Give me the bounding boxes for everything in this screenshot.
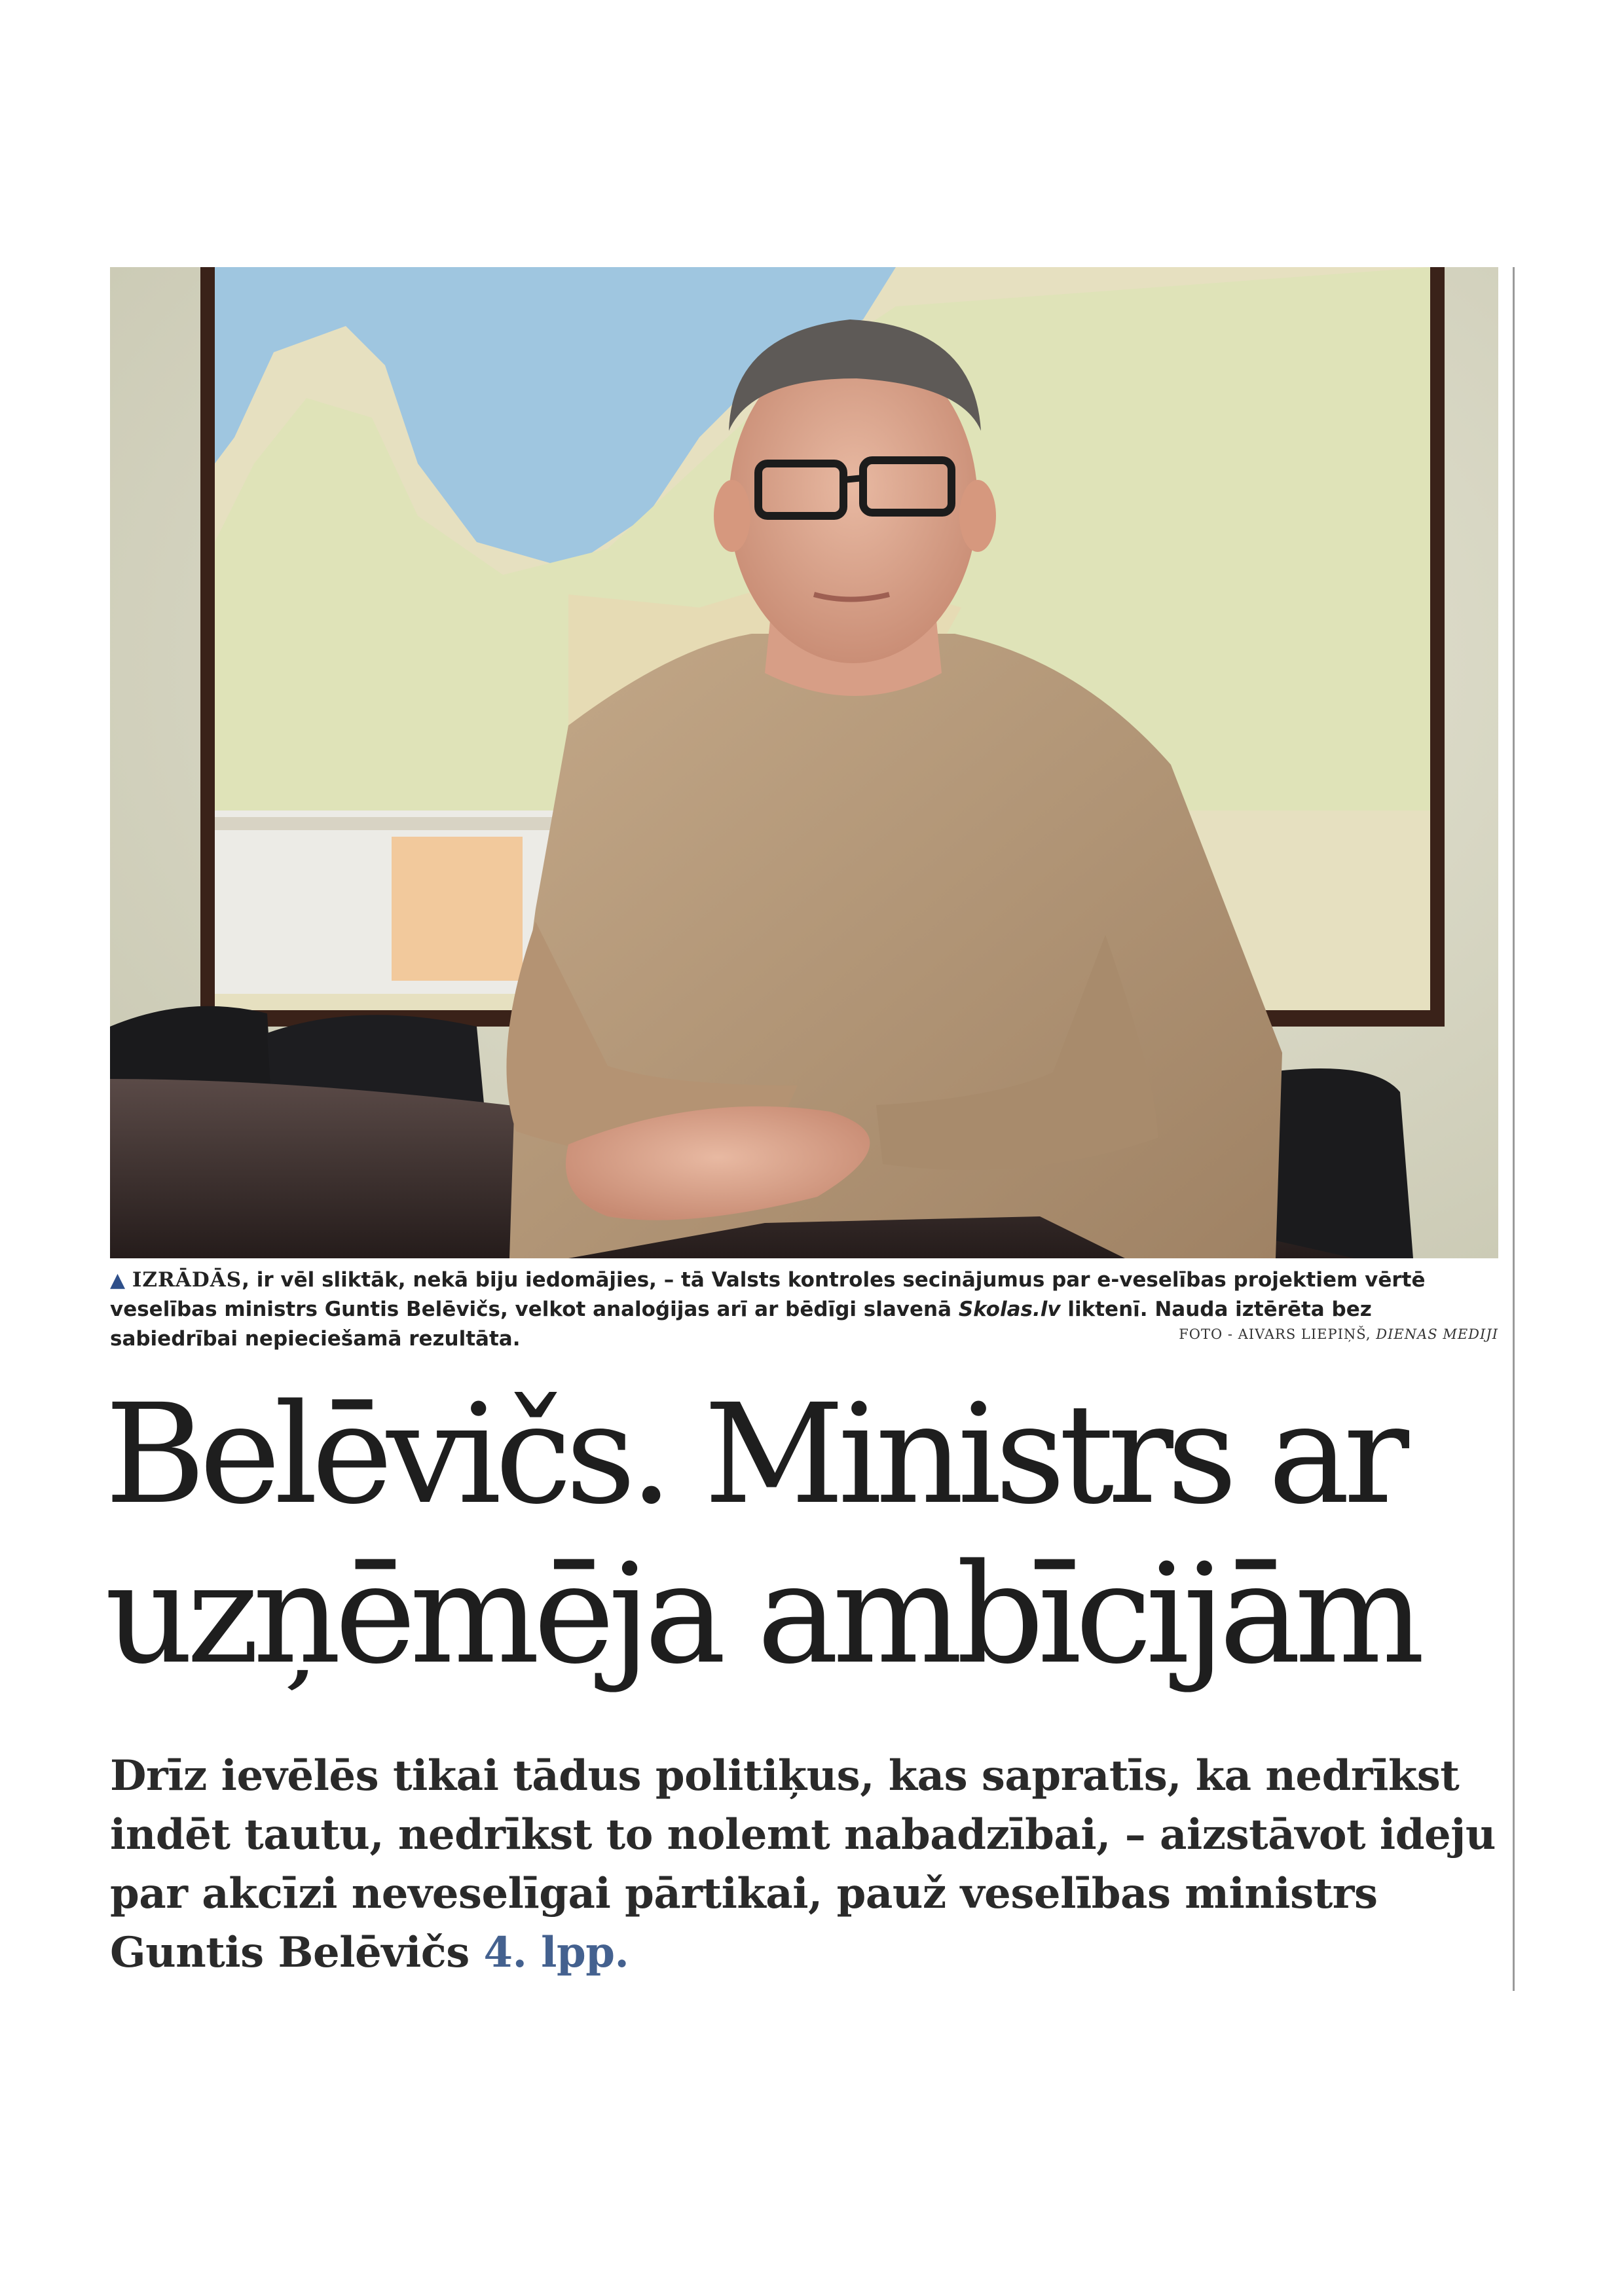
caption-text-1: , ir vēl sliktāk, nekā biju iedomājies, – tā Valsts kontroles secinājumus par e-veselības projektiem vērtē veselības ministrs Guntis Belēvičs, velkot analoģijas arī ar bēdīgi slavenā bbox=[110, 1268, 1426, 1321]
photo-credit bbox=[1179, 1326, 1498, 1342]
article-headline bbox=[105, 1375, 1513, 1694]
lede-text: Drīz ievēlēs tikai tādus politiķus, kas sapratīs, ka nedrīkst indēt tautu, nedrīkst to nolemt nabadzībai, – aizstāvot ideju par akcīzi neveselīgai pārtikai, pauž veselības ministrs Guntis Belēvičs bbox=[110, 1751, 1496, 1977]
column-rule bbox=[1513, 267, 1515, 1991]
caption-lead: IZRĀDĀS bbox=[132, 1268, 242, 1292]
page-reference-link[interactable]: 4. lpp. bbox=[483, 1928, 629, 1977]
credit-publication: DIENAS MEDIJI bbox=[1376, 1326, 1498, 1342]
credit-text: FOTO - AIVARS LIEPIŅŠ, bbox=[1179, 1326, 1376, 1342]
headline-line-1: Belēvičs. Ministrs ar bbox=[105, 1374, 1403, 1535]
article-lede bbox=[110, 1747, 1498, 1982]
triangle-up-icon: ▲ bbox=[110, 1269, 126, 1292]
caption-text-2: liktenī. Nauda iztērēta bez sabiedrībai nepieciešamā rezultāta. bbox=[110, 1298, 1372, 1351]
headline-line-2: uzņēmēja ambīcijām bbox=[105, 1534, 1419, 1694]
caption-site-name: Skolas.lv bbox=[958, 1298, 1061, 1321]
article-photo bbox=[110, 267, 1498, 1258]
portrait-image bbox=[110, 267, 1498, 1258]
